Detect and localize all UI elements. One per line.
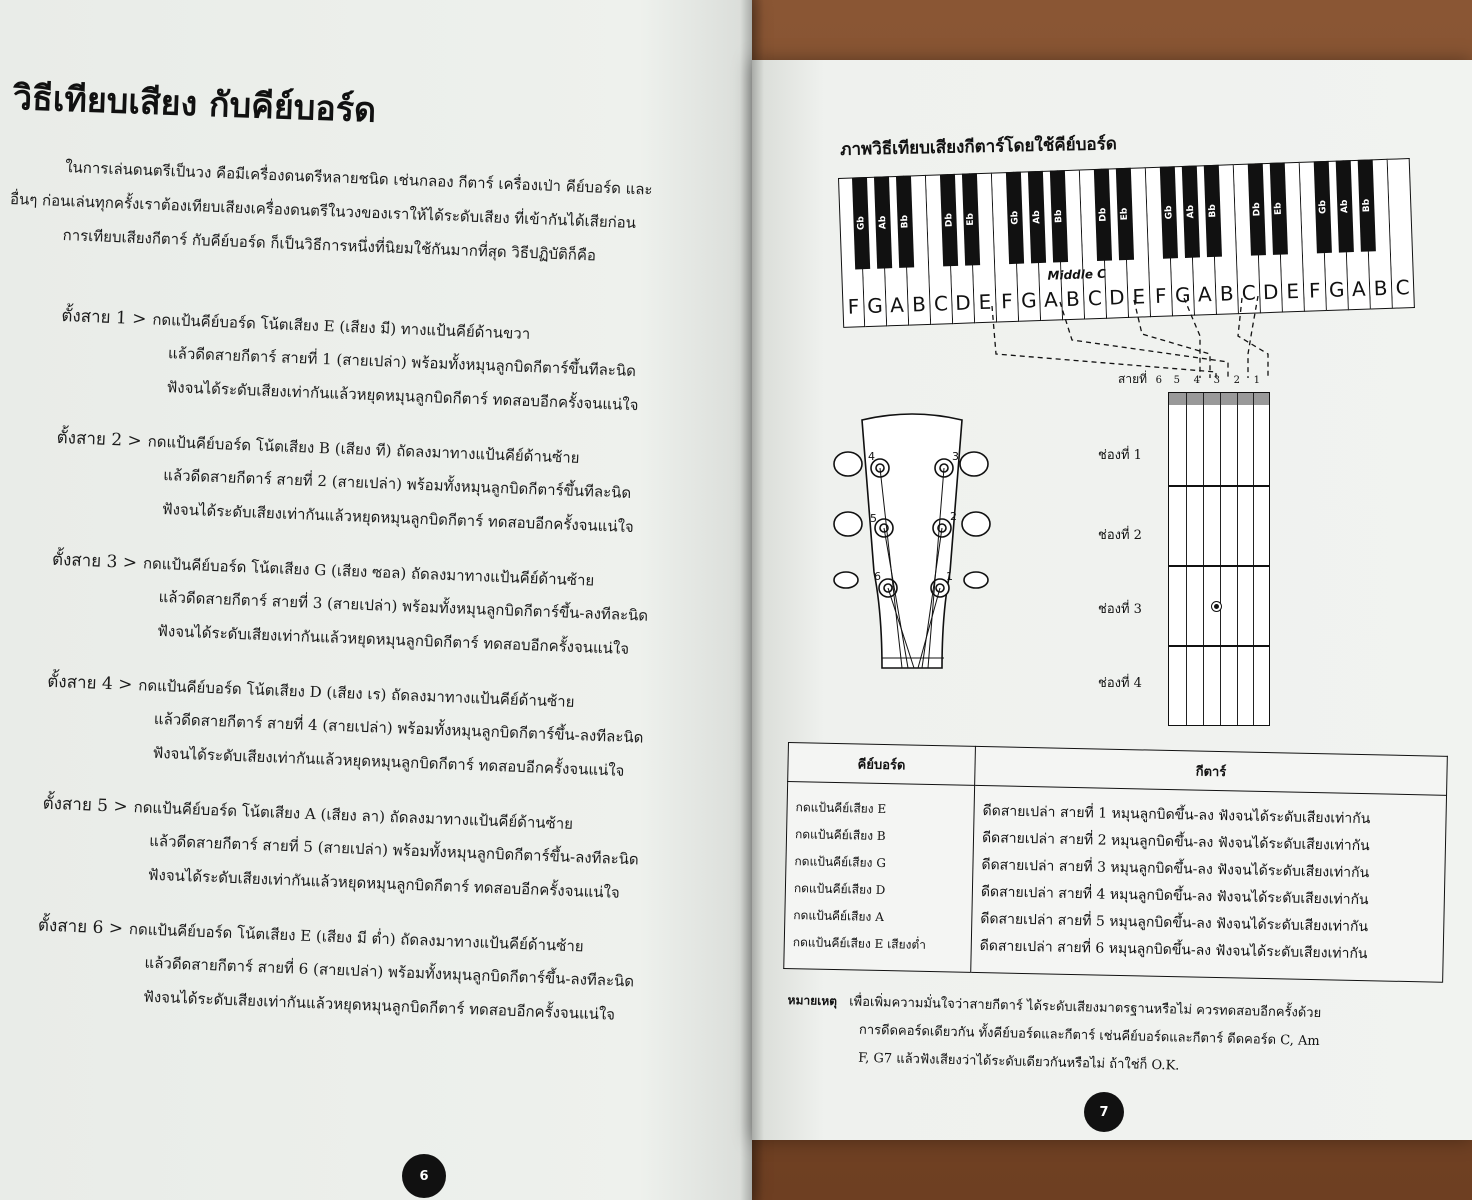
step-line: กดแป้นคีย์บอร์ด โน้ตเสียง G (เสียง ซอล) ถัดลงมาทางแป้นคีย์ด้านซ้าย — [142, 554, 595, 590]
black-key-label: Db — [943, 213, 955, 228]
black-key-label: Eb — [1119, 207, 1131, 221]
page-number-right: 7 — [1084, 1092, 1124, 1132]
fretboard-nut — [1169, 393, 1269, 405]
black-key — [852, 177, 870, 269]
white-key: F — [1146, 166, 1173, 317]
guitar-string — [1186, 393, 1187, 725]
keyboard-instruction: กดแป้นคีย์เสียง E เสียงต่ำ — [792, 935, 927, 952]
black-key — [1314, 161, 1332, 253]
step-line: แล้วดีดสายกีตาร์ สายที่ 1 (สายเปล่า) พร้อมทั้งหมุนลูกบิดกีตาร์ขึ้นทีละนิด — [167, 344, 637, 381]
guitar-instruction: ดีดสายเปล่า สายที่ 3 หมุนลูกบิดขึ้น-ลง ฟังจนได้ระดับเสียงเท่ากัน — [981, 857, 1370, 882]
note-line: เพื่อเพิ่มความมั่นใจว่าสายกีตาร์ ได้ระดับเสียงมาตรฐานหรือไม่ ควรทดสอบอีกครั้งด้วย — [848, 994, 1322, 1022]
step-label: ตั้งสาย 5 > — [42, 793, 129, 817]
black-key-label: Bb — [1361, 198, 1373, 213]
step-line: กดแป้นคีย์บอร์ด โน้ตเสียง D (เสียง เร) ถัดลงมาทางแป้นคีย์ด้านซ้าย — [138, 676, 575, 711]
fret-line — [1169, 645, 1269, 647]
white-key: F — [1300, 161, 1327, 312]
table-header-guitar: กีตาร์ — [975, 746, 1448, 795]
step-line: กดแป้นคีย์บอร์ด โน้ตเสียง E (เสียง มี ต่ำ) ถัดลงมาทางแป้นคีย์ด้านซ้าย — [128, 920, 584, 956]
guitar-string — [1237, 393, 1238, 725]
strings-label-text: สายที่ — [1118, 372, 1148, 386]
step-line: แล้วดีดสายกีตาร์ สายที่ 2 (สายเปล่า) พร้อมทั้งหมุนลูกบิดกีตาร์ขึ้นทีละนิด — [163, 466, 632, 502]
step-line: ฟังจนได้ระดับเสียงเท่ากันแล้วหยุดหมุนลูกบิดกีตาร์ ทดสอบอีกครั้งจนแน่ใจ — [161, 500, 635, 537]
right-page — [752, 60, 1472, 1140]
step-line: แล้วดีดสายกีตาร์ สายที่ 5 (สายเปล่า) พร้อมทั้งหมุนลูกบิดกีตาร์ขึ้น-ลงทีละนิด — [148, 831, 640, 869]
tuning-steps — [34, 300, 722, 1057]
intro-line: อื่นๆ ก่อนเล่นทุกครั้งเราต้องเทียบเสียงเครื่องดนตรีในวงของเราให้ได้ระดับเสียง ที่เข้ากันได้เสียก่อน — [9, 189, 637, 233]
step-label: ตั้งสาย 2 > — [56, 427, 143, 452]
guitar-headstock-illustration — [832, 412, 1002, 672]
fret-label: ช่องที่ 2 — [1098, 528, 1142, 543]
headstock-peg-number: 6 — [874, 570, 881, 583]
step-line: กดแป้นคีย์บอร์ด โน้ตเสียง E (เสียง มี) ทางแป้นคีย์ด้านขวา — [152, 310, 531, 343]
guitar-instruction: ดีดสายเปล่า สายที่ 1 หมุนลูกบิดขึ้น-ลง ฟังจนได้ระดับเสียงเท่ากัน — [982, 803, 1371, 828]
black-key-label: Bb — [899, 214, 911, 229]
headstock-peg-number: 3 — [952, 450, 959, 463]
strings-label — [1118, 370, 1267, 389]
black-key — [1204, 165, 1222, 257]
black-key-label: Gb — [1009, 210, 1021, 225]
note-section — [786, 986, 1448, 1087]
step-label: ตั้งสาย 3 > — [51, 549, 138, 574]
string-number: 2 — [1233, 375, 1241, 386]
tuning-step — [53, 422, 716, 547]
black-key-label: Db — [1097, 207, 1109, 222]
keyboard-instruction: กดแป้นคีย์เสียง G — [794, 854, 887, 871]
diagram-title: ภาพวิธีเทียบเสียงกีตาร์โดยใช้คีย์บอร์ด — [840, 134, 1118, 160]
white-key: C — [1080, 169, 1107, 320]
black-key-label: Bb — [1207, 204, 1219, 218]
white-key: F — [992, 172, 1019, 323]
white-key: B — [1212, 164, 1239, 315]
book-gutter — [740, 0, 764, 1200]
tuning-table — [783, 742, 1448, 983]
black-key — [1006, 172, 1024, 264]
step-line: กดแป้นคีย์บอร์ด โน้ตเสียง B (เสียง ที) ถัดลงมาทางแป้นคีย์ด้านซ้าย — [147, 432, 580, 467]
step-line: แล้วดีดสายกีตาร์ สายที่ 6 (สายเปล่า) พร้อมทั้งหมุนลูกบิดกีตาร์ขึ้น-ลงทีละนิด — [144, 953, 635, 991]
fretboard-diagram — [1168, 392, 1270, 726]
intro-paragraph — [8, 148, 731, 278]
black-key — [1270, 162, 1288, 254]
step-label: ตั้งสาย 1 > — [61, 305, 147, 330]
tuning-step — [39, 788, 702, 913]
white-key: E — [1124, 167, 1151, 318]
white-key: G — [1014, 171, 1041, 322]
keyboard-column — [784, 782, 975, 973]
guitar-column — [971, 785, 1447, 982]
white-key: A — [1190, 165, 1217, 316]
black-key-label: Ab — [1185, 204, 1197, 219]
guitar-instruction: ดีดสายเปล่า สายที่ 2 หมุนลูกบิดขึ้น-ลง ฟังจนได้ระดับเสียงเท่ากัน — [981, 830, 1370, 855]
keyboard-instruction: กดแป้นคีย์เสียง A — [793, 908, 884, 925]
white-key: C — [1234, 163, 1261, 314]
step-line: แล้วดีดสายกีตาร์ สายที่ 4 (สายเปล่า) พร้อมทั้งหมุนลูกบิดกีตาร์ขึ้น-ลงทีละนิด — [153, 709, 644, 747]
guitar-string — [1253, 393, 1254, 725]
headstock-peg-number: 1 — [946, 570, 953, 583]
tuning-step — [49, 544, 712, 669]
black-key — [1336, 160, 1354, 252]
intro-line: ในการเล่นดนตรีเป็นวง คือมีเครื่องดนตรีหลายชนิด เช่นกลอง กีตาร์ เครื่องเป่า คีย์บอร์ด และ — [64, 158, 653, 199]
black-key-label: Gb — [855, 216, 867, 231]
black-key-label: Gb — [1317, 200, 1329, 215]
black-key — [1116, 168, 1134, 260]
white-key: B — [904, 175, 931, 326]
black-key — [1050, 170, 1068, 262]
black-key — [1028, 171, 1046, 263]
black-key — [1094, 169, 1112, 261]
white-key: G — [1168, 166, 1195, 317]
string-numbers — [1151, 372, 1267, 386]
tuning-step — [44, 666, 707, 791]
note-line: การดีดคอร์ดเดียวกัน ทั้งคีย์บอร์ดและกีตาร์ เช่นคีย์บอร์ดและกีตาร์ ดีดคอร์ด C, Am — [858, 1022, 1320, 1050]
string-number: 3 — [1213, 375, 1221, 386]
step-line: แล้วดีดสายกีตาร์ สายที่ 3 (สายเปล่า) พร้อมทั้งหมุนลูกบิดกีตาร์ขึ้น-ลงทีละนิด — [158, 587, 649, 625]
black-key — [940, 174, 958, 266]
table-header-keyboard: คีย์บอร์ด — [788, 743, 976, 786]
step-line: ฟังจนได้ระดับเสียงเท่ากันแล้วหยุดหมุนลูกบิดกีตาร์ ทดสอบอีกครั้งจนแน่ใจ — [152, 743, 625, 780]
keyboard-instruction: กดแป้นคีย์เสียง E — [795, 800, 887, 817]
string-number: 5 — [1173, 375, 1181, 386]
keyboard-instruction: กดแป้นคีย์เสียง B — [794, 827, 886, 844]
guitar-instruction: ดีดสายเปล่า สายที่ 4 หมุนลูกบิดขึ้น-ลง ฟังจนได้ระดับเสียงเท่ากัน — [980, 884, 1369, 909]
black-key-label: Db — [1251, 202, 1263, 217]
fret-label: ช่องที่ 3 — [1098, 602, 1142, 617]
middle-c-label: Middle C — [1047, 266, 1107, 283]
fret-line — [1169, 565, 1269, 567]
white-key: F — [838, 177, 865, 328]
page-number-left: 6 — [402, 1154, 446, 1198]
black-key — [1182, 165, 1200, 257]
white-key: B — [1058, 170, 1085, 321]
fret-label: ช่องที่ 4 — [1098, 676, 1142, 691]
white-key: E — [970, 173, 997, 324]
fret-line — [1169, 485, 1269, 487]
step-line: ฟังจนได้ระดับเสียงเท่ากันแล้วหยุดหมุนลูกบิดกีตาร์ ทดสอบอีกครั้งจนแน่ใจ — [166, 378, 639, 415]
page-title: วิธีเทียบเสียง กับคีย์บอร์ด — [12, 77, 377, 131]
white-key: G — [1322, 160, 1349, 311]
headstock-peg-number: 2 — [950, 510, 957, 523]
note-line: F, G7 แล้วฟังเสียงว่าได้ระดับเดียวกันหรือไม่ ถ้าใช่ก็ O.K. — [858, 1050, 1180, 1074]
white-key: D — [948, 173, 975, 324]
black-key-label: Gb — [1163, 205, 1175, 220]
white-key: G — [860, 176, 887, 327]
white-key: A — [882, 176, 909, 327]
note-label: หมายเหตุ — [787, 992, 838, 1009]
black-key — [874, 176, 892, 268]
step-line: ฟังจนได้ระดับเสียงเท่ากันแล้วหยุดหมุนลูกบิดกีตาร์ ทดสอบอีกครั้งจนแน่ใจ — [142, 987, 616, 1024]
white-key: C — [1388, 158, 1415, 309]
black-key — [896, 175, 914, 267]
black-key-label: Ab — [877, 215, 889, 230]
string-number: 1 — [1253, 375, 1261, 386]
tuning-step — [58, 300, 721, 425]
string-number: 4 — [1193, 375, 1201, 386]
headstock-peg-number: 5 — [870, 512, 877, 525]
black-key-label: Bb — [1053, 209, 1065, 224]
intro-line: การเทียบเสียงกีตาร์ กับคีย์บอร์ด ก็เป็นวิธีการหนึ่งที่นิยมใช้กันมากที่สุด วิธีปฏิบัติก็คือ — [62, 226, 597, 265]
white-key: A — [1036, 170, 1063, 321]
guitar-instruction: ดีดสายเปล่า สายที่ 5 หมุนลูกบิดขึ้น-ลง ฟังจนได้ระดับเสียงเท่ากัน — [980, 911, 1369, 936]
black-key — [1160, 166, 1178, 258]
black-key-label: Ab — [1339, 199, 1351, 214]
black-key-label: Eb — [965, 212, 977, 226]
fret-label: ช่องที่ 1 — [1098, 448, 1142, 463]
keyboard-instruction: กดแป้นคีย์เสียง D — [793, 881, 886, 898]
black-key — [1248, 163, 1266, 255]
step-line: กดแป้นคีย์บอร์ด โน้ตเสียง A (เสียง ลา) ถัดลงมาทางแป้นคีย์ด้านซ้าย — [133, 798, 574, 833]
guitar-string — [1220, 393, 1221, 725]
black-key-label: Ab — [1031, 210, 1043, 224]
white-key: D — [1256, 163, 1283, 314]
white-key: D — [1102, 168, 1129, 319]
string-number: 6 — [1155, 375, 1163, 386]
step-line: ฟังจนได้ระดับเสียงเท่ากันแล้วหยุดหมุนลูกบิดกีตาร์ ทดสอบอีกครั้งจนแน่ใจ — [157, 621, 630, 659]
step-label: ตั้งสาย 4 > — [46, 671, 133, 695]
white-key: A — [1344, 160, 1371, 311]
black-key-label: Eb — [1273, 202, 1285, 216]
step-label: ตั้งสาย 6 > — [37, 915, 124, 939]
white-key: B — [1366, 159, 1393, 310]
step-line: ฟังจนได้ระดับเสียงเท่ากันแล้วหยุดหมุนลูกบิดกีตาร์ ทดสอบอีกครั้งจนแน่ใจ — [147, 865, 621, 902]
white-key: E — [1278, 162, 1305, 313]
fret-dot-icon — [1211, 601, 1222, 612]
black-key — [1358, 159, 1376, 251]
guitar-instruction: ดีดสายเปล่า สายที่ 6 หมุนลูกบิดขึ้น-ลง ฟังจนได้ระดับเสียงเท่ากัน — [979, 938, 1368, 963]
black-key — [962, 173, 980, 265]
tuning-step — [35, 910, 698, 1035]
guitar-string — [1203, 393, 1204, 725]
headstock-peg-number: 4 — [868, 450, 875, 463]
white-key: C — [926, 174, 953, 325]
